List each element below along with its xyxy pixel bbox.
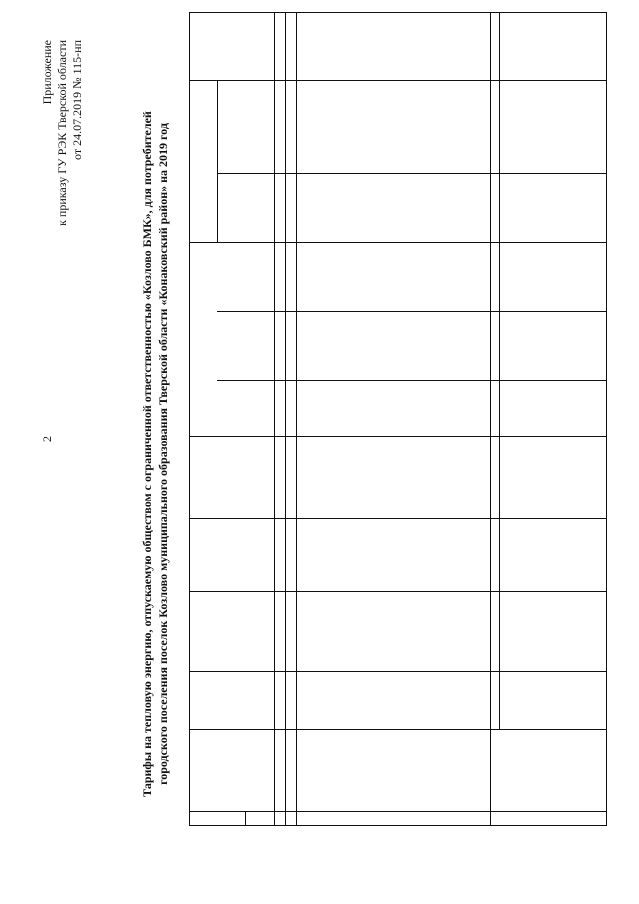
- document-title-line-1: Тарифы на тепловую энергию, отпускаемую обществом с ограниченной ответственностью «Козлово БМК», для потребителей: [140, 111, 154, 797]
- document-title-line-2: городского поселения поселок Козлово муниципального образования Тверской области «Конаковский район» на 2019 год: [156, 123, 170, 785]
- page-number: 2: [40, 436, 54, 442]
- appendix-order: к приказу ГУ РЭК Тверской области: [55, 40, 69, 226]
- appendix-date: от 24.07.2019 № 115-нп: [70, 40, 84, 160]
- appendix-label: Приложение: [40, 40, 54, 105]
- tariff-table: [189, 12, 607, 826]
